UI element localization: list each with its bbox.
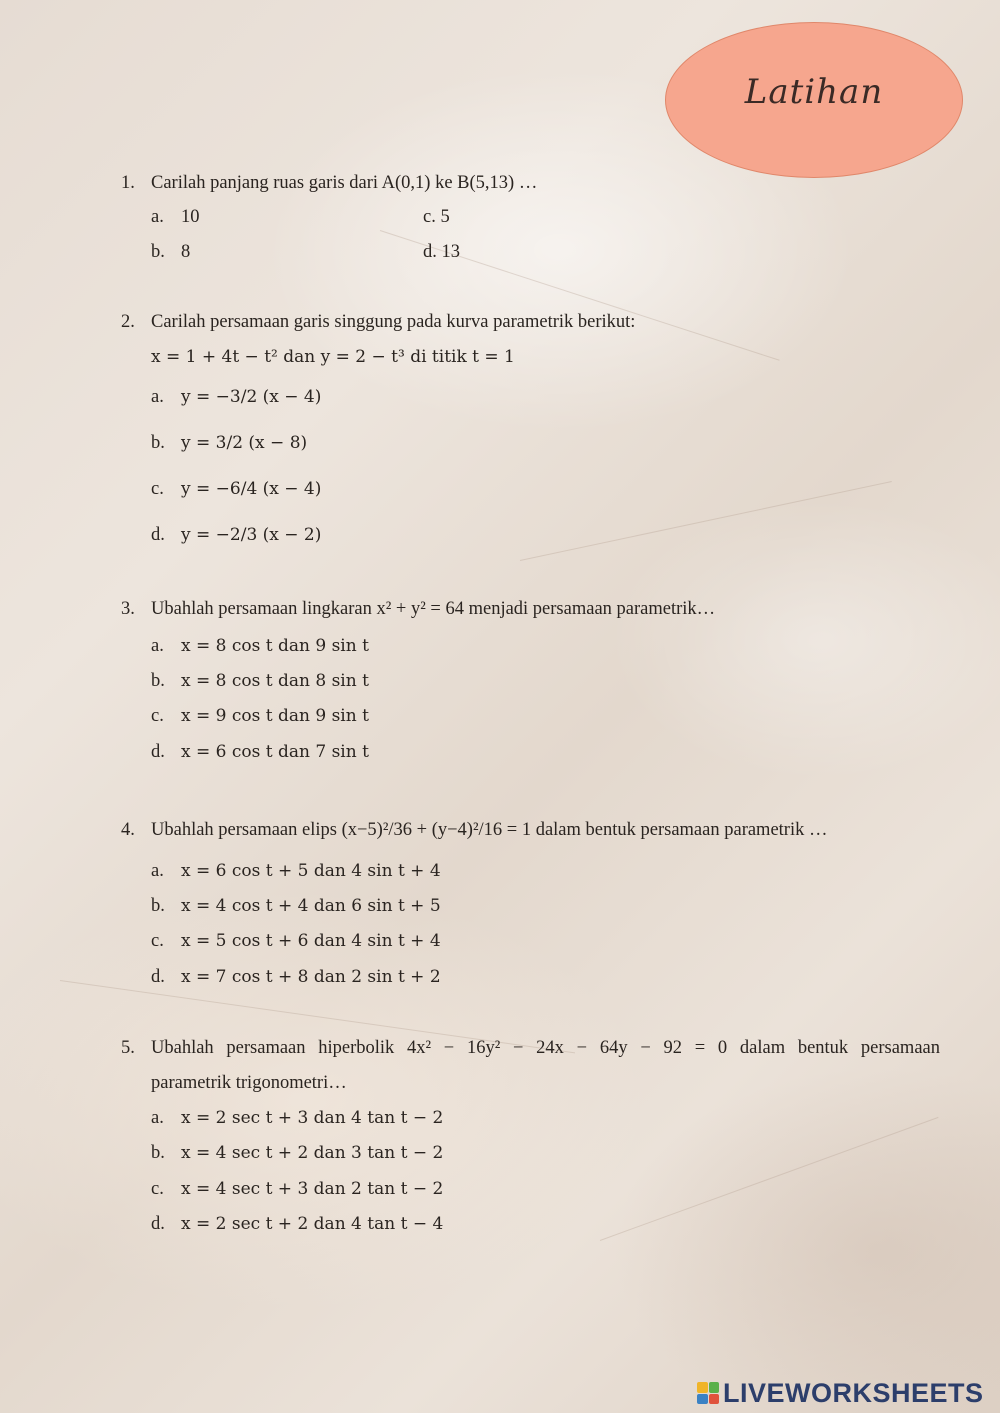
option-text: x = 2 sec t + 2 dan 4 tan t − 4: [181, 1214, 444, 1234]
option-text: x = 8 cos t dan 8 sin t: [181, 671, 369, 691]
question-number: 5.: [121, 1038, 135, 1058]
question-2-subtext: x = 1 + 4t − t² dan y = 2 − t³ di titik t = 1: [151, 347, 515, 367]
option-label: a.: [151, 1108, 164, 1128]
option-text: y = 3/2 (x − 8): [181, 433, 308, 453]
option-2d[interactable]: [151, 523, 321, 547]
option-text: x = 4 sec t + 2 dan 3 tan t − 2: [181, 1143, 444, 1163]
question-text: Ubahlah persamaan hiperbolik 4x² − 16y² − 24x − 64y − 92 = 0 dalam bentuk persamaan: [151, 1038, 940, 1058]
question-number: 4.: [121, 820, 135, 840]
option-label: d.: [151, 525, 165, 545]
option-text: x = 9 cos t dan 9 sin t: [181, 706, 369, 726]
option-label: b.: [151, 671, 165, 691]
page-title: Latihan: [744, 72, 884, 112]
option-text: x = 4 cos t + 4 dan 6 sin t + 5: [181, 896, 441, 916]
question-text: Ubahlah persamaan lingkaran x² + y² = 64 menjadi persamaan parametrik…: [151, 599, 716, 619]
option-3c[interactable]: [151, 704, 369, 728]
option-5b[interactable]: [151, 1141, 443, 1165]
option-label: b.: [151, 242, 165, 262]
question-number: 1.: [121, 173, 135, 193]
option-text: x = 6 cos t dan 7 sin t: [181, 742, 369, 762]
option-label: a.: [151, 861, 164, 881]
question-4: [121, 818, 940, 842]
option-text: x = 2 sec t + 3 dan 4 tan t − 2: [181, 1108, 444, 1128]
option-label: d.: [151, 967, 165, 987]
option-text: y = −3/2 (x − 4): [181, 387, 322, 407]
option-text: x = 6 cos t + 5 dan 4 sin t + 4: [181, 861, 441, 881]
option-3b[interactable]: [151, 669, 369, 693]
option-label: c. 5: [423, 207, 450, 227]
question-5: [121, 1036, 940, 1060]
question-text: Carilah persamaan garis singgung pada kurva parametrik berikut:: [151, 312, 636, 332]
question-number: 3.: [121, 599, 135, 619]
option-1a[interactable]: [151, 205, 200, 229]
option-label: c.: [151, 1179, 164, 1199]
marble-vein: [520, 481, 892, 561]
question-text: Ubahlah persamaan elips (x−5)²/36 + (y−4)²/16 = 1 dalam bentuk persamaan parametrik …: [151, 820, 828, 840]
question-number: 2.: [121, 312, 135, 332]
option-label: c.: [151, 931, 164, 951]
option-2a[interactable]: [151, 385, 321, 409]
option-5c[interactable]: [151, 1177, 443, 1201]
option-label: d.: [151, 1214, 165, 1234]
brand-name: LIVEWORKSHEETS: [723, 1377, 984, 1408]
option-label: b.: [151, 896, 165, 916]
option-3a[interactable]: [151, 634, 369, 658]
option-label: c.: [151, 706, 164, 726]
liveworksheets-logo[interactable]: [697, 1378, 984, 1408]
option-5a[interactable]: [151, 1106, 443, 1130]
marble-vein: [600, 1117, 939, 1241]
brand-grid-icon: [697, 1382, 719, 1404]
question-1: [121, 171, 940, 195]
option-label: b.: [151, 433, 165, 453]
option-label: d.: [151, 742, 165, 762]
option-1c[interactable]: [423, 205, 450, 229]
question-2: [121, 310, 940, 334]
option-2b[interactable]: [151, 431, 307, 455]
option-text: x = 5 cos t + 6 dan 4 sin t + 4: [181, 931, 441, 951]
option-label: b.: [151, 1143, 165, 1163]
option-3d[interactable]: [151, 740, 369, 764]
option-text: x = 4 sec t + 3 dan 2 tan t − 2: [181, 1179, 444, 1199]
option-label: c.: [151, 479, 164, 499]
option-text: 10: [181, 207, 200, 227]
option-4a[interactable]: [151, 859, 441, 883]
option-label: d. 13: [423, 242, 460, 262]
option-label: a.: [151, 207, 164, 227]
title-badge: [665, 22, 963, 178]
option-text: 8: [181, 242, 191, 262]
option-1b[interactable]: [151, 240, 190, 264]
question-text: Carilah panjang ruas garis dari A(0,1) ke B(5,13) …: [151, 173, 538, 193]
option-text: y = −2/3 (x − 2): [181, 525, 322, 545]
option-1d[interactable]: [423, 240, 460, 264]
question-5-text-cont: parametrik trigonometri…: [151, 1073, 347, 1093]
option-2c[interactable]: [151, 477, 321, 501]
option-text: x = 8 cos t dan 9 sin t: [181, 636, 369, 656]
option-4b[interactable]: [151, 894, 441, 918]
option-text: x = 7 cos t + 8 dan 2 sin t + 2: [181, 967, 441, 987]
option-label: a.: [151, 387, 164, 407]
option-label: a.: [151, 636, 164, 656]
option-4d[interactable]: [151, 965, 441, 989]
question-3: [121, 597, 940, 621]
option-4c[interactable]: [151, 929, 441, 953]
option-5d[interactable]: [151, 1212, 443, 1236]
option-text: y = −6/4 (x − 4): [181, 479, 322, 499]
